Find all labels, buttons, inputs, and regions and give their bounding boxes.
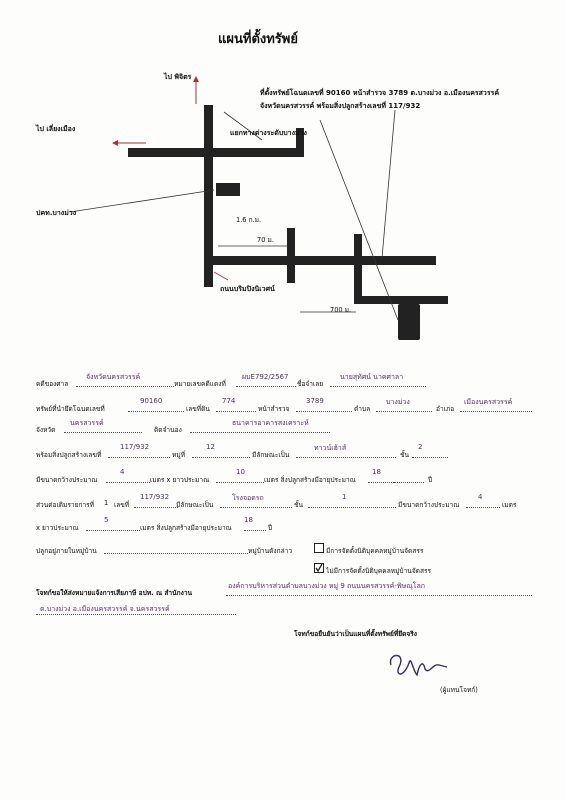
- notify-value-2: ต.บางม่วง อ.เมืองนครสวรรค์ จ.นครสวรรค์: [40, 605, 170, 613]
- floor-label: ชั้น: [400, 451, 409, 459]
- upper-road-horizontal: [128, 148, 304, 157]
- court-label: คดีของศาล: [36, 380, 69, 388]
- certify-text: โจทก์ขอยืนยันว่าเป็นแผนที่ตั้งทรัพย์ที่ยึดจริง: [294, 630, 417, 638]
- building-value: 117/932: [120, 443, 150, 451]
- option-yes-checkbox[interactable]: [314, 543, 324, 553]
- label-junction: แยกทางต่างระดับบางม่วง: [230, 129, 307, 137]
- province-value: นครสวรรค์: [70, 419, 104, 427]
- police-station-block: [216, 183, 240, 196]
- ext-num-label: เลขที่: [114, 501, 130, 509]
- option-no-checkbox[interactable]: [314, 563, 324, 573]
- side-road-vertical: [354, 234, 362, 298]
- ext-age-value: 18: [244, 516, 253, 524]
- village-suffix: หมู่บ้านดังกล่าว: [248, 547, 293, 555]
- plaintiff-label: ชื่อจำเลย: [297, 380, 324, 388]
- size-label: มีขนาดกว้างประมาณ: [36, 476, 98, 484]
- land-value: 774: [222, 397, 236, 405]
- adjacent-value: ธนาคารอาคารสงเคราะห์: [232, 419, 309, 427]
- label-dist-70: 70 ม.: [257, 236, 274, 244]
- ext-meter-label: เมตร: [502, 501, 517, 509]
- deed-value: 90160: [140, 397, 163, 405]
- ext-size-label: มีขนาดกว้างประมาณ: [398, 501, 460, 509]
- label-to-phichit: ไป พิจิตร: [164, 73, 192, 81]
- soi-horizontal: [354, 296, 448, 304]
- ext-num-value: 117/932: [140, 493, 170, 501]
- label-to-lieng-mueang: ไป เลี่ยงเมือง: [36, 125, 76, 133]
- case-value: ผบE792/2567: [242, 373, 289, 381]
- ext-label: ส่วนต่อเติมรายการที่: [36, 501, 95, 509]
- plaintiff-value: นายสุทัศน์ นาคศาลา: [340, 373, 404, 381]
- length-label: เมตร x ยาวประมาณ: [150, 476, 210, 484]
- moo-value: 12: [206, 443, 215, 451]
- label-dist-1-6: 1.6 ก.ม.: [236, 216, 262, 224]
- ext-length-prefix: x ยาวประมาณ: [36, 524, 79, 532]
- amphoe-value: เมืองนครสวรรค์: [464, 398, 513, 406]
- label-dist-700: 700 ม.: [330, 306, 352, 314]
- ext-no: 1: [104, 499, 109, 507]
- lower-road-horizontal: [204, 256, 436, 265]
- land-label: เลขที่ดิน: [186, 405, 210, 413]
- location-line-2: จังหวัดนครสวรรค์ พร้อมสิ่งปลูกสร้างเลขที่ 117/932: [260, 102, 421, 110]
- ext-length-value: 5: [104, 516, 109, 524]
- ext-floor-label: ชั้น: [294, 501, 303, 509]
- floor-value: 2: [418, 443, 423, 451]
- age-label: เมตร สิ่งปลูกสร้างมีอายุประมาณ: [264, 476, 356, 484]
- signer-label: (ผู้แทนโจทก์): [440, 686, 478, 694]
- ext-year-label: ปี: [268, 524, 273, 532]
- building-label: พร้อมสิ่งปลูกสร้างเลขที่: [36, 451, 102, 459]
- moo-label: หมู่ที่: [172, 451, 186, 459]
- court-value: จังหวัดนครสวรรค์: [86, 373, 141, 381]
- age-value: 18: [372, 468, 381, 476]
- survey-value: 3789: [306, 397, 324, 405]
- ext-floor-value: 1: [342, 493, 347, 501]
- tambon-label: ตำบล: [354, 405, 371, 413]
- village-label: ปลูกอยู่ภายในหมู่บ้าน: [36, 547, 97, 555]
- length-value: 10: [236, 468, 245, 476]
- adjacent-label: ติดจำนอง: [154, 426, 182, 434]
- case-label: หมายเลขคดีแดงที่: [174, 380, 226, 388]
- signature-image: [385, 645, 455, 685]
- amphoe-label: อำเภอ: [436, 405, 455, 413]
- property-marker: [398, 304, 420, 340]
- notify-label: โจทก์ขอให้ส่งหมายแจ้งการเสียภาษี อปท. ณ สำนักงาน: [36, 589, 193, 597]
- check-mark-icon: [315, 564, 323, 572]
- ext-type-value: โรงจอดรถ: [232, 494, 264, 502]
- tambon-value: บางม่วง: [386, 398, 410, 406]
- police-leader-line: [70, 190, 214, 212]
- location-map: [0, 0, 566, 340]
- label-police: ปคท.บางม่วง: [36, 209, 77, 217]
- ext-type-label: มีลักษณะเป็น: [176, 501, 214, 509]
- lower-road-stub-left: [287, 228, 295, 283]
- province-label: จังหวัด: [36, 426, 56, 434]
- option-yes-label: มีการจัดตั้งนิติบุคคลหมู่บ้านจัดสรร: [326, 547, 424, 555]
- document-title: แผนที่ตั้งทรัพย์: [218, 32, 298, 47]
- survey-label: หน้าสำรวจ: [258, 405, 290, 413]
- width-value: 4: [120, 468, 125, 476]
- notify-value: องค์การบริหารส่วนตำบลบางม่วง หมู่ 9 ถนนนครสวรรค์-พิษณุโลก: [228, 582, 426, 590]
- ext-width-value: 4: [478, 493, 483, 501]
- location-line-1: ที่ตั้งทรัพย์โฉนดเลขที่ 90160 หน้าสำรวจ 3789 ต.บางม่วง อ.เมืองนครสวรรค์: [260, 89, 500, 97]
- option-no-label: ไม่มีการจัดตั้งนิติบุคคลหมู่บ้านจัดสรร: [326, 567, 432, 575]
- type-label: มีลักษณะเป็น: [252, 451, 290, 459]
- ext-age-label: เมตร สิ่งปลูกสร้างมีอายุประมาณ: [140, 524, 232, 532]
- year-label: ปี: [428, 476, 433, 484]
- label-road-name: ถนนบริมปิงนิเวศน์: [220, 285, 275, 293]
- type-value: ทาวน์เฮ้าส์: [314, 444, 347, 452]
- deed-label: ทรัพย์ที่นำยึดโฉนดเลขที่: [36, 405, 105, 413]
